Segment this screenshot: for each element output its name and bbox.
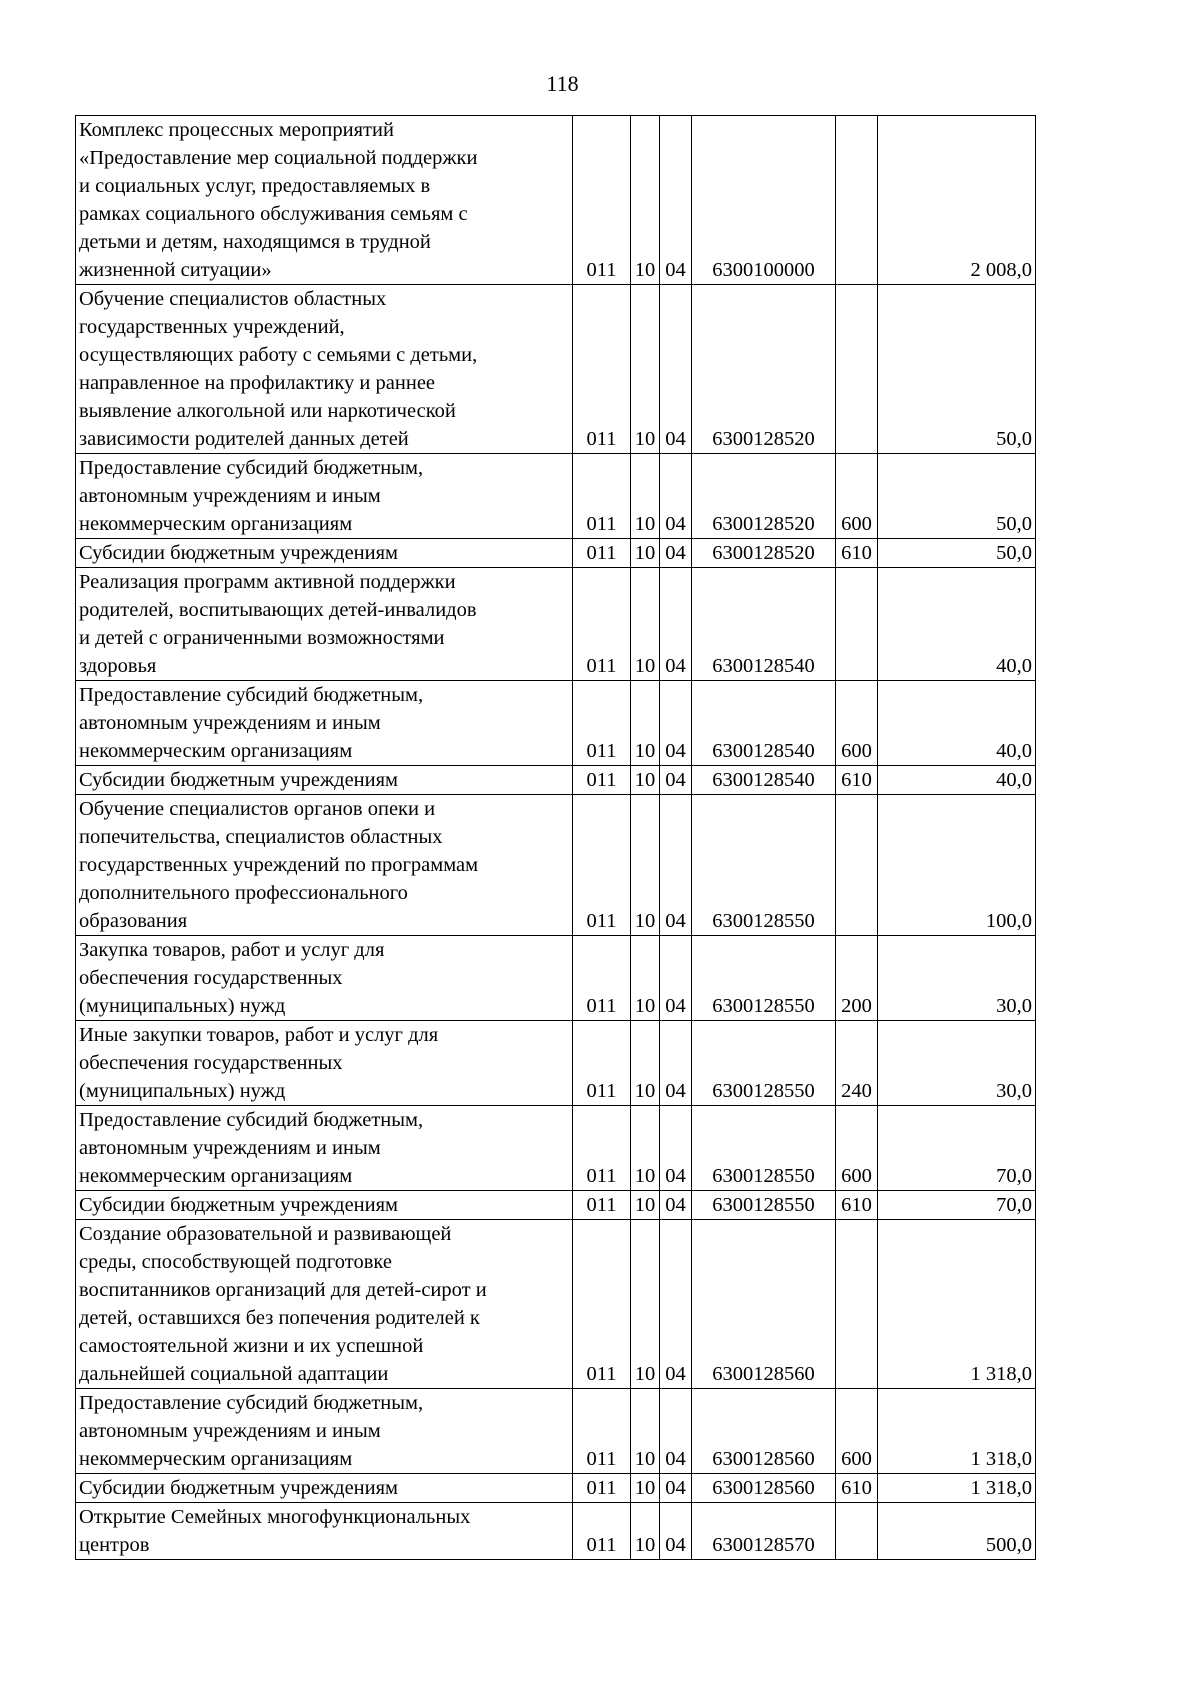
row-name: Предоставление субсидий бюджетным, автономным учреждениям и иным некоммерческим организациям [76,1389,573,1474]
section-code: 10 [631,285,660,454]
amount: 500,0 [878,1503,1036,1560]
expense-type-code [836,1503,878,1560]
amount: 30,0 [878,936,1036,1021]
amount: 50,0 [878,539,1036,568]
ministry-code: 011 [573,454,631,539]
ministry-code: 011 [573,766,631,795]
amount: 40,0 [878,766,1036,795]
amount: 30,0 [878,1021,1036,1106]
subsection-code: 04 [660,1191,692,1220]
table-row [76,116,1036,285]
ministry-code: 011 [573,1021,631,1106]
section-code: 10 [631,568,660,681]
section-code: 10 [631,795,660,936]
target-article-code: 6300128550 [692,936,836,1021]
row-name: Обучение специалистов органов опеки и попечительства, специалистов областных государственных учреждений по программам дополнительного профессионального образования [76,795,573,936]
subsection-code: 04 [660,795,692,936]
ministry-code: 011 [573,1389,631,1474]
table-row [76,285,1036,454]
ministry-code: 011 [573,1220,631,1389]
ministry-code: 011 [573,681,631,766]
table-row [76,1220,1036,1389]
table-row [76,539,1036,568]
table-row [76,1389,1036,1474]
expense-type-code: 610 [836,539,878,568]
row-name: Создание образовательной и развивающей среды, способствующей подготовке воспитанников организаций для детей-сирот и детей, оставшихся без попечения родителей к самостоятельной жизни и их успешной дальнейшей социальной адаптации [76,1220,573,1389]
target-article-code: 6300128550 [692,1191,836,1220]
ministry-code: 011 [573,1474,631,1503]
amount: 40,0 [878,681,1036,766]
table-row [76,1474,1036,1503]
section-code: 10 [631,1220,660,1389]
subsection-code: 04 [660,116,692,285]
expense-type-code: 600 [836,1389,878,1474]
table-row [76,795,1036,936]
section-code: 10 [631,766,660,795]
ministry-code: 011 [573,116,631,285]
row-name: Закупка товаров, работ и услуг для обеспечения государственных (муниципальных) нужд [76,936,573,1021]
row-name: Предоставление субсидий бюджетным, автономным учреждениям и иным некоммерческим организациям [76,681,573,766]
target-article-code: 6300128520 [692,285,836,454]
subsection-code: 04 [660,539,692,568]
table-row [76,1106,1036,1191]
section-code: 10 [631,936,660,1021]
ministry-code: 011 [573,568,631,681]
subsection-code: 04 [660,1106,692,1191]
budget-table [75,115,1036,1560]
amount: 2 008,0 [878,116,1036,285]
amount: 100,0 [878,795,1036,936]
expense-type-code [836,116,878,285]
target-article-code: 6300128550 [692,1106,836,1191]
amount: 1 318,0 [878,1220,1036,1389]
table-row [76,454,1036,539]
ministry-code: 011 [573,1191,631,1220]
ministry-code: 011 [573,539,631,568]
expense-type-code: 240 [836,1021,878,1106]
target-article-code: 6300128540 [692,766,836,795]
row-name: Предоставление субсидий бюджетным, автономным учреждениям и иным некоммерческим организациям [76,454,573,539]
expense-type-code: 600 [836,1106,878,1191]
target-article-code: 6300128520 [692,539,836,568]
table-row [76,1191,1036,1220]
subsection-code: 04 [660,1021,692,1106]
subsection-code: 04 [660,1474,692,1503]
target-article-code: 6300100000 [692,116,836,285]
page-number: 118 [546,71,579,96]
ministry-code: 011 [573,1503,631,1560]
target-article-code: 6300128540 [692,568,836,681]
amount: 1 318,0 [878,1389,1036,1474]
row-name: Иные закупки товаров, работ и услуг для обеспечения государственных (муниципальных) нужд [76,1021,573,1106]
section-code: 10 [631,1106,660,1191]
section-code: 10 [631,681,660,766]
target-article-code: 6300128560 [692,1474,836,1503]
ministry-code: 011 [573,795,631,936]
subsection-code: 04 [660,1220,692,1389]
row-name: Субсидии бюджетным учреждениям [76,766,573,795]
target-article-code: 6300128560 [692,1220,836,1389]
table-row [76,936,1036,1021]
section-code: 10 [631,1021,660,1106]
subsection-code: 04 [660,681,692,766]
subsection-code: 04 [660,1503,692,1560]
row-name: Открытие Семейных многофункциональных центров [76,1503,573,1560]
target-article-code: 6300128520 [692,454,836,539]
target-article-code: 6300128560 [692,1389,836,1474]
target-article-code: 6300128570 [692,1503,836,1560]
section-code: 10 [631,539,660,568]
target-article-code: 6300128550 [692,795,836,936]
amount: 50,0 [878,285,1036,454]
subsection-code: 04 [660,568,692,681]
row-name: Предоставление субсидий бюджетным, автономным учреждениям и иным некоммерческим организациям [76,1106,573,1191]
subsection-code: 04 [660,936,692,1021]
amount: 70,0 [878,1106,1036,1191]
subsection-code: 04 [660,454,692,539]
expense-type-code [836,1220,878,1389]
section-code: 10 [631,1389,660,1474]
section-code: 10 [631,1191,660,1220]
amount: 50,0 [878,454,1036,539]
subsection-code: 04 [660,766,692,795]
expense-type-code [836,568,878,681]
expense-type-code: 610 [836,1191,878,1220]
section-code: 10 [631,454,660,539]
ministry-code: 011 [573,936,631,1021]
subsection-code: 04 [660,285,692,454]
expense-type-code [836,285,878,454]
table-row [76,1021,1036,1106]
row-name: Субсидии бюджетным учреждениям [76,1191,573,1220]
amount: 1 318,0 [878,1474,1036,1503]
table-row [76,766,1036,795]
budget-table-body [76,116,1036,1560]
ministry-code: 011 [573,1106,631,1191]
row-name: Субсидии бюджетным учреждениям [76,539,573,568]
target-article-code: 6300128540 [692,681,836,766]
row-name: Субсидии бюджетным учреждениям [76,1474,573,1503]
row-name: Обучение специалистов областных государственных учреждений, осуществляющих работу с семьями с детьми, направленное на профилактику и раннее выявление алкогольной или наркотической зависимости родителей данных детей [76,285,573,454]
table-row [76,681,1036,766]
section-code: 10 [631,1503,660,1560]
section-code: 10 [631,1474,660,1503]
amount: 40,0 [878,568,1036,681]
row-name: Реализация программ активной поддержки родителей, воспитывающих детей-инвалидов и детей с ограниченными возможностями здоровья [76,568,573,681]
expense-type-code: 600 [836,681,878,766]
expense-type-code: 600 [836,454,878,539]
table-row [76,568,1036,681]
expense-type-code [836,795,878,936]
amount: 70,0 [878,1191,1036,1220]
expense-type-code: 610 [836,1474,878,1503]
section-code: 10 [631,116,660,285]
expense-type-code: 200 [836,936,878,1021]
ministry-code: 011 [573,285,631,454]
table-row [76,1503,1036,1560]
target-article-code: 6300128550 [692,1021,836,1106]
row-name: Комплекс процессных мероприятий «Предоставление мер социальной поддержки и социальных услуг, предоставляемых в рамках социального обслуживания семьям с детьми и детям, находящимся в трудной жизненной ситуации» [76,116,573,285]
subsection-code: 04 [660,1389,692,1474]
expense-type-code: 610 [836,766,878,795]
